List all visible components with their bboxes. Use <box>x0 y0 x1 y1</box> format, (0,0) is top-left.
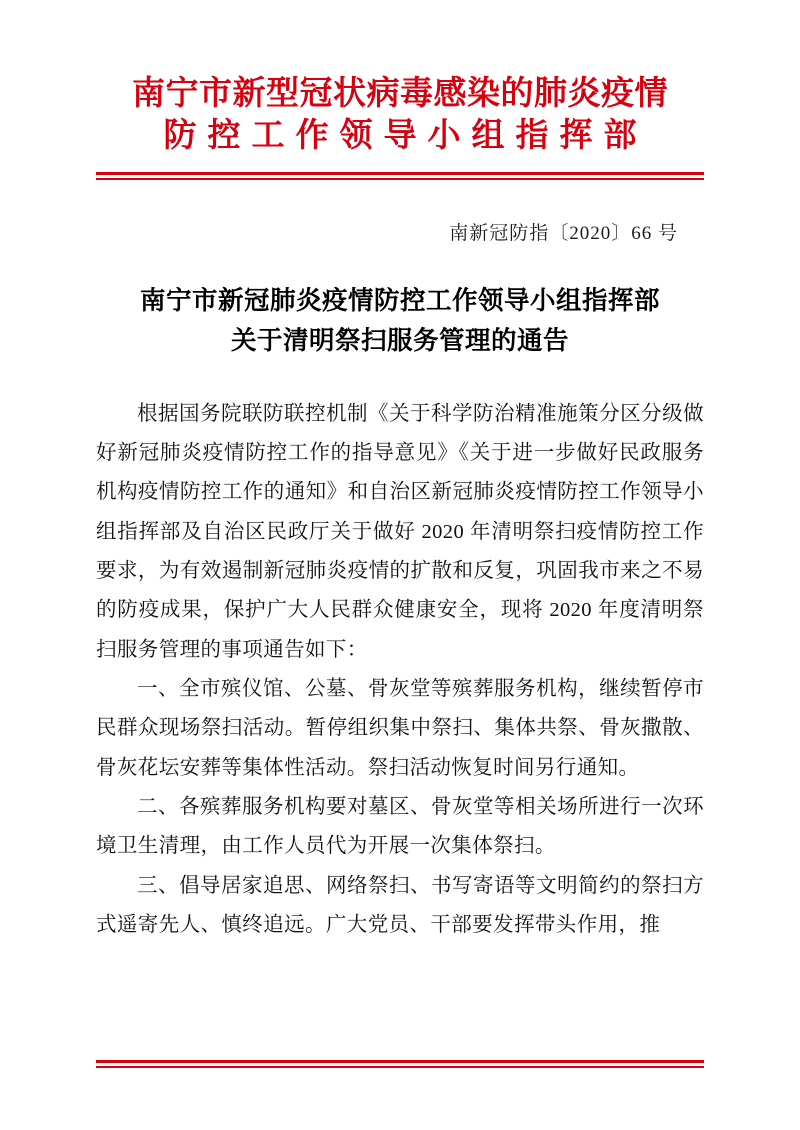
paragraph-2: 一、全市殡仪馆、公墓、骨灰堂等殡葬服务机构，继续暂停市民群众现场祭扫活动。暂停组织集中祭扫、集体共祭、骨灰撒散、骨灰花坛安葬等集体性活动。祭扫活动恢复时间另行通知。 <box>96 678 704 779</box>
masthead <box>96 0 704 156</box>
footer-rule-secondary <box>96 1066 704 1068</box>
masthead-rule-secondary <box>96 178 704 180</box>
masthead-line-1: 南宁市新型冠状病毒感染的肺炎疫情 <box>132 73 668 112</box>
paragraph-4: 三、倡导居家追思、网络祭扫、书写寄语等文明简约的祭扫方式遥寄先人、慎终追远。广大党员、干部要发挥带头作用，推 <box>96 874 704 937</box>
footer-rules <box>96 1060 704 1068</box>
masthead-rule-primary <box>96 172 704 175</box>
document-title <box>96 281 704 360</box>
document-body <box>96 395 704 946</box>
document-title-line-1: 南宁市新冠肺炎疫情防控工作领导小组指挥部 <box>139 286 660 316</box>
masthead-line-2: 防控工作领导小组指挥部 <box>163 115 648 155</box>
document-content <box>96 0 704 1130</box>
document-number: 南新冠防指〔2020〕66 号 <box>449 223 678 245</box>
paragraph-3: 二、各殡葬服务机构要对墓区、骨灰堂等相关场所进行一次环境卫生清理，由工作人员代为开展一次集体祭扫。 <box>96 796 704 858</box>
document-title-line-2: 关于清明祭扫服务管理的通告 <box>230 325 569 355</box>
paragraph-1: 根据国务院联防联控机制《关于科学防治精准施策分区分级做好新冠肺炎疫情防控工作的指导意见》《关于进一步做好民政服务机构疫情防控工作的通知》和自治区新冠肺炎疫情防控工作领导小组指挥部及自治区民政厅关于做好 2020 年清明祭扫疫情防控工作要求，为有效遏制新冠肺炎疫情的扩散和反复，巩固我市来之不易的防疫成果，保护广大人民群众健康安全，现将 2020 年度清明祭扫服务管理的事项通告如下： <box>96 402 704 661</box>
footer-rule-primary <box>96 1060 704 1063</box>
